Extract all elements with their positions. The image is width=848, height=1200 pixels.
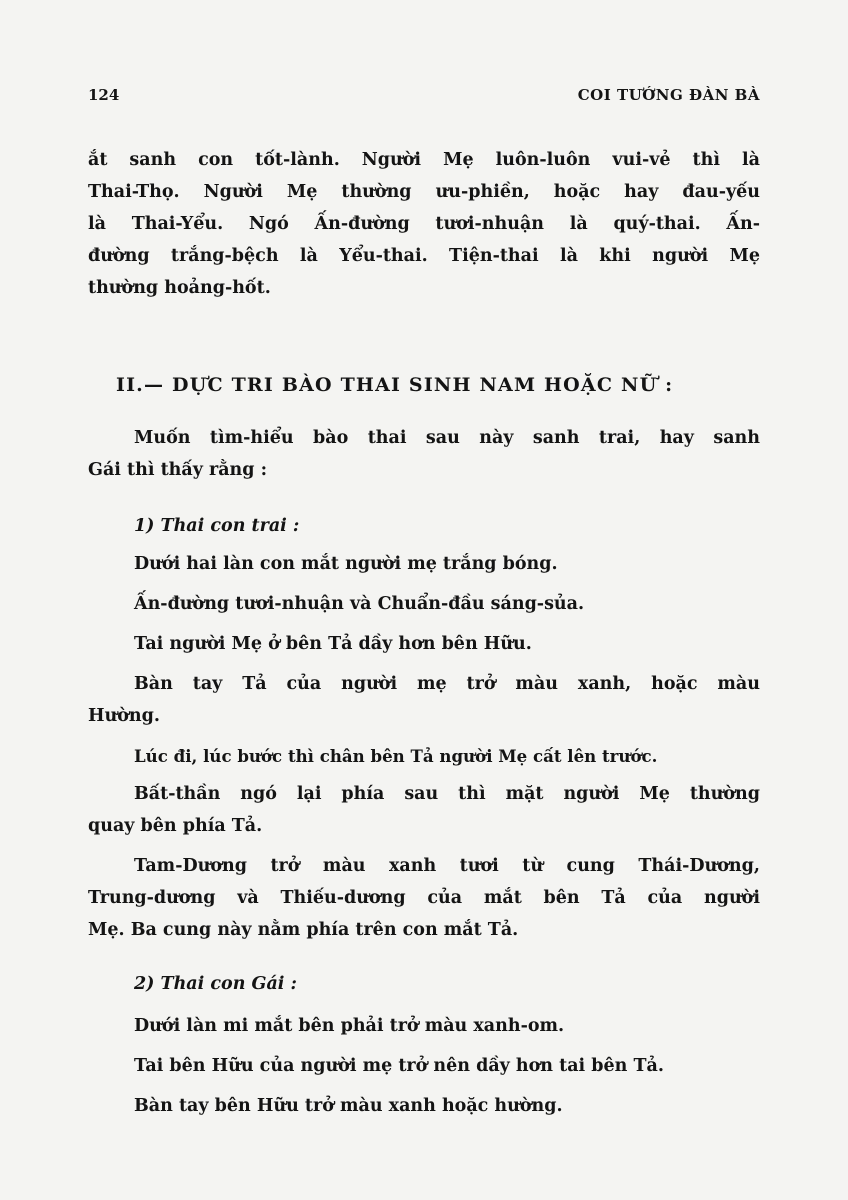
list-line: Mẹ. Ba cung này nằm phía trên con mắt Tả.: [88, 920, 519, 940]
section-heading: II.— DỰC TRI BÀO THAI SINH NAM HOẶC NỮ :: [116, 374, 674, 396]
paragraph-line: Thai-Thọ. Người Mẹ thường ưu-phiền, hoặc hay đau-yếu: [88, 182, 760, 202]
intro-line: Gái thì thấy rằng :: [88, 460, 268, 480]
page-header: [88, 86, 760, 110]
list-line: Ấn-đường tươi-nhuận và Chuẩn-đầu sáng-sủa.: [134, 594, 585, 614]
list-line: Dưới hai làn con mắt người mẹ trắng bóng.: [134, 554, 558, 574]
paragraph-line: là Thai-Yểu. Ngó Ấn-đường tươi-nhuận là quý-thai. Ấn-: [88, 214, 760, 234]
subheading-boy: 1) Thai con trai :: [134, 516, 300, 536]
list-line: quay bên phía Tả.: [88, 816, 263, 836]
page-number: 124: [88, 86, 120, 104]
list-line: Trung-dương và Thiếu-dương của mắt bên Tả của người: [88, 888, 760, 908]
list-line: Tai bên Hữu của người mẹ trở nên dầy hơn tai bên Tả.: [134, 1056, 664, 1076]
list-line: Hường.: [88, 706, 160, 726]
list-line: Bàn tay Tả của người mẹ trở màu xanh, hoặc màu: [134, 674, 760, 694]
list-line: Tam-Dương trở màu xanh tươi từ cung Thái-Dương,: [134, 856, 760, 876]
intro-line: Muốn tìm-hiểu bào thai sau này sanh trai, hay sanh: [134, 428, 760, 448]
list-line: Bất-thần ngó lại phía sau thì mặt người Mẹ thường: [134, 784, 760, 804]
paragraph-line: đường trắng-bệch là Yểu-thai. Tiện-thai là khi người Mẹ: [88, 246, 760, 266]
list-line: Dưới làn mi mắt bên phải trở màu xanh-om.: [134, 1016, 565, 1036]
running-title: COI TƯỚNG ĐÀN BÀ: [577, 86, 760, 104]
subheading-girl: 2) Thai con Gái :: [134, 974, 298, 994]
paragraph-line: thường hoảng-hốt.: [88, 278, 271, 298]
list-line: Lúc đi, lúc bước thì chân bên Tả người Mẹ cất lên trước.: [134, 746, 658, 766]
list-line: Tai người Mẹ ở bên Tả dầy hơn bên Hữu.: [134, 634, 532, 654]
list-line: Bàn tay bên Hữu trở màu xanh hoặc hường.: [134, 1096, 563, 1116]
paragraph-line: ắt sanh con tốt-lành. Người Mẹ luôn-luôn vui-vẻ thì là: [88, 150, 760, 170]
